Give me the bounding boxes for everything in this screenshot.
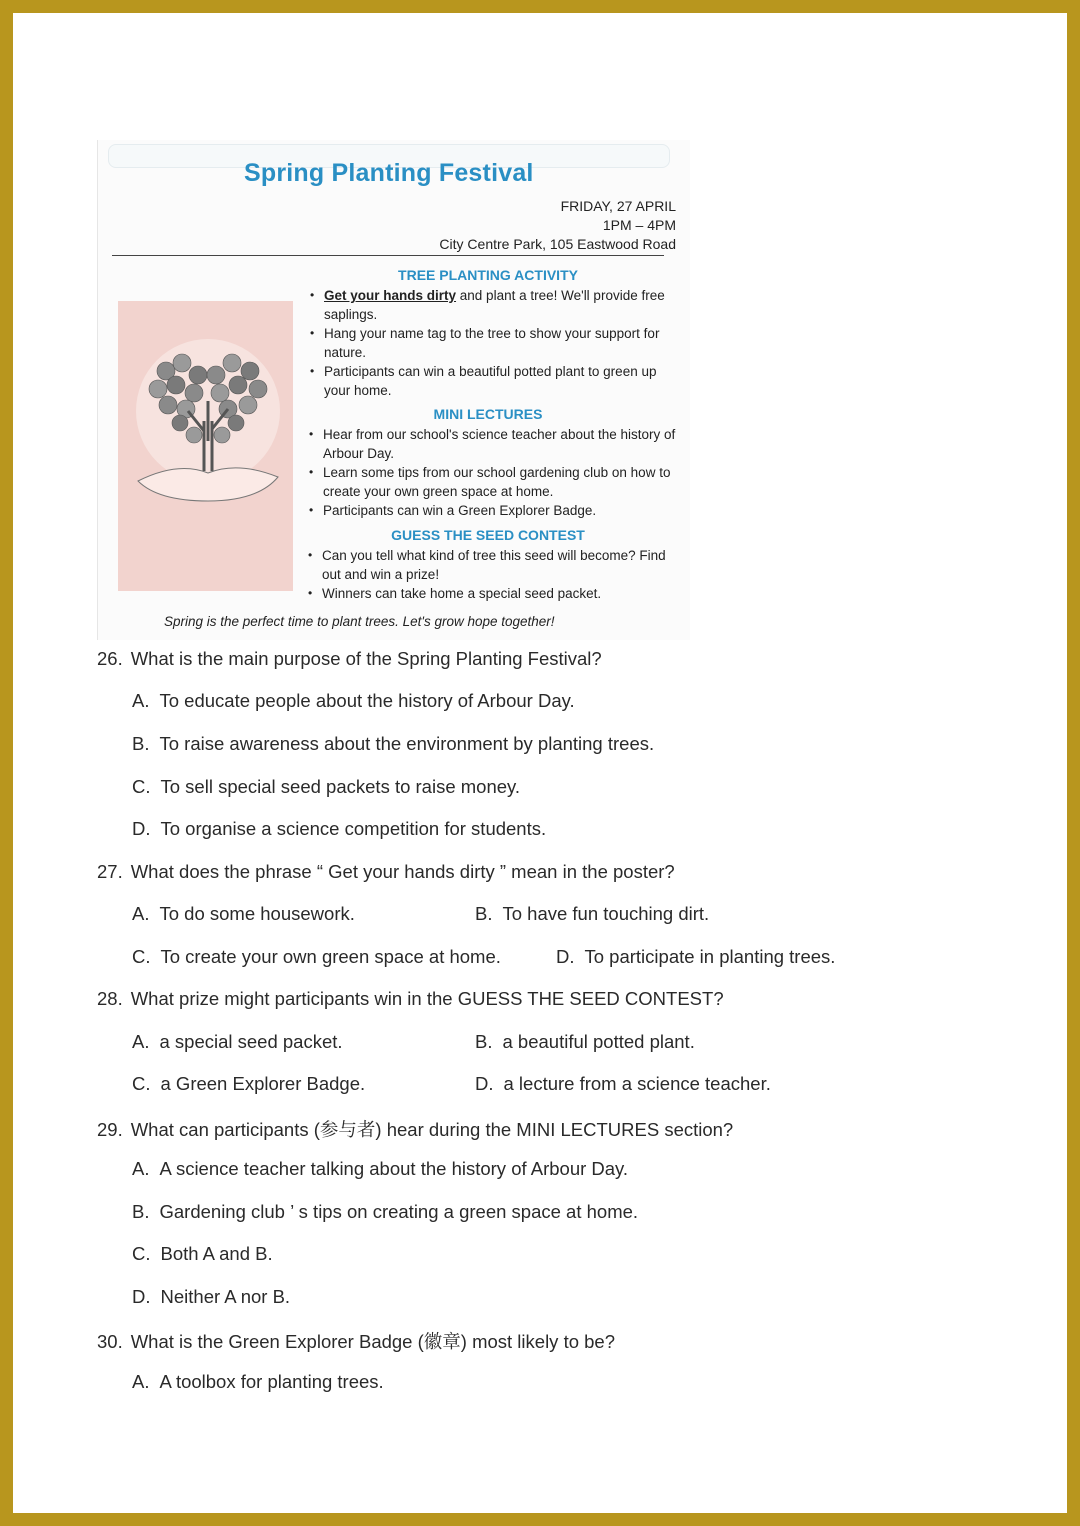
question-27: 27. What does the phrase “ Get your hands dirty ” mean in the poster?	[97, 861, 675, 882]
bullet-item: • Hang your name tag to the tree to show your support for nature.	[310, 324, 670, 362]
bullet-item: • Can you tell what kind of tree this seed will become? Find out and win a prize!	[308, 546, 678, 584]
section-heading-mini-lectures: MINI LECTURES	[433, 406, 543, 422]
tree-heart-illustration	[118, 301, 293, 591]
option-26-c[interactable]: C. To sell special seed packets to raise money.	[132, 776, 521, 797]
option-27-c[interactable]: C. To create your own green space at home.	[132, 946, 501, 967]
question-29: 29. What can participants (参与者) hear during the MINI LECTURES section?	[97, 1119, 734, 1140]
bullet-item: • Hear from our school's science teacher about the history of Arbour Day.	[309, 425, 679, 463]
option-28-d[interactable]: D. a lecture from a science teacher.	[475, 1073, 771, 1094]
bullet-item: • Participants can win a Green Explorer Badge.	[309, 501, 679, 520]
exam-page	[13, 13, 1067, 1513]
option-29-b[interactable]: B. Gardening club ’ s tips on creating a green space at home.	[132, 1201, 639, 1222]
highlight-phrase: Get your hands dirty	[324, 288, 457, 303]
section-heading-tree-planting: TREE PLANTING ACTIVITY	[398, 267, 578, 283]
poster-time: 1PM – 4PM	[602, 217, 676, 233]
option-28-b[interactable]: B. a beautiful potted plant.	[475, 1031, 695, 1052]
option-28-a[interactable]: A. a special seed packet.	[132, 1031, 343, 1052]
bullet-item: • Get your hands dirty and plant a tree! We'll provide free saplings.	[310, 286, 670, 324]
festival-poster	[97, 140, 690, 640]
poster-title: Spring Planting Festival	[244, 159, 534, 187]
tree-in-hand-icon	[118, 301, 293, 591]
option-28-c[interactable]: C. a Green Explorer Badge.	[132, 1073, 366, 1094]
option-29-c[interactable]: C. Both A and B.	[132, 1243, 273, 1264]
bullet-item: • Winners can take home a special seed packet.	[308, 584, 678, 603]
poster-date: FRIDAY, 27 APRIL	[560, 198, 676, 214]
guess-seed-bullets	[308, 546, 678, 603]
option-27-b[interactable]: B. To have fun touching dirt.	[475, 903, 710, 924]
option-27-a[interactable]: A. To do some housework.	[132, 903, 355, 924]
option-29-a[interactable]: A. A science teacher talking about the history of Arbour Day.	[132, 1158, 629, 1179]
poster-slogan: Spring is the perfect time to plant trees. Let's grow hope together!	[164, 614, 555, 629]
option-26-a[interactable]: A. To educate people about the history of Arbour Day.	[132, 690, 575, 711]
option-30-a[interactable]: A. A toolbox for planting trees.	[132, 1371, 384, 1392]
bullet-item: • Participants can win a beautiful potted plant to green up your home.	[310, 362, 670, 400]
bullet-item: • Learn some tips from our school gardening club on how to create your own green space at home.	[309, 463, 679, 501]
question-30: 30. What is the Green Explorer Badge (徽章) most likely to be?	[97, 1331, 615, 1352]
section-heading-guess-the-seed: GUESS THE SEED CONTEST	[391, 527, 585, 543]
option-29-d[interactable]: D. Neither A nor B.	[132, 1286, 291, 1307]
mini-lectures-bullets	[309, 425, 679, 520]
poster-place: City Centre Park, 105 Eastwood Road	[439, 236, 676, 252]
tree-planting-bullets	[310, 286, 670, 400]
option-27-d[interactable]: D. To participate in planting trees.	[556, 946, 836, 967]
option-26-b[interactable]: B. To raise awareness about the environment by planting trees.	[132, 733, 655, 754]
poster-divider	[112, 255, 664, 256]
question-26: 26. What is the main purpose of the Spring Planting Festival?	[97, 648, 602, 669]
option-26-d[interactable]: D. To organise a science competition for students.	[132, 818, 547, 839]
question-28: 28. What prize might participants win in the GUESS THE SEED CONTEST?	[97, 988, 724, 1009]
